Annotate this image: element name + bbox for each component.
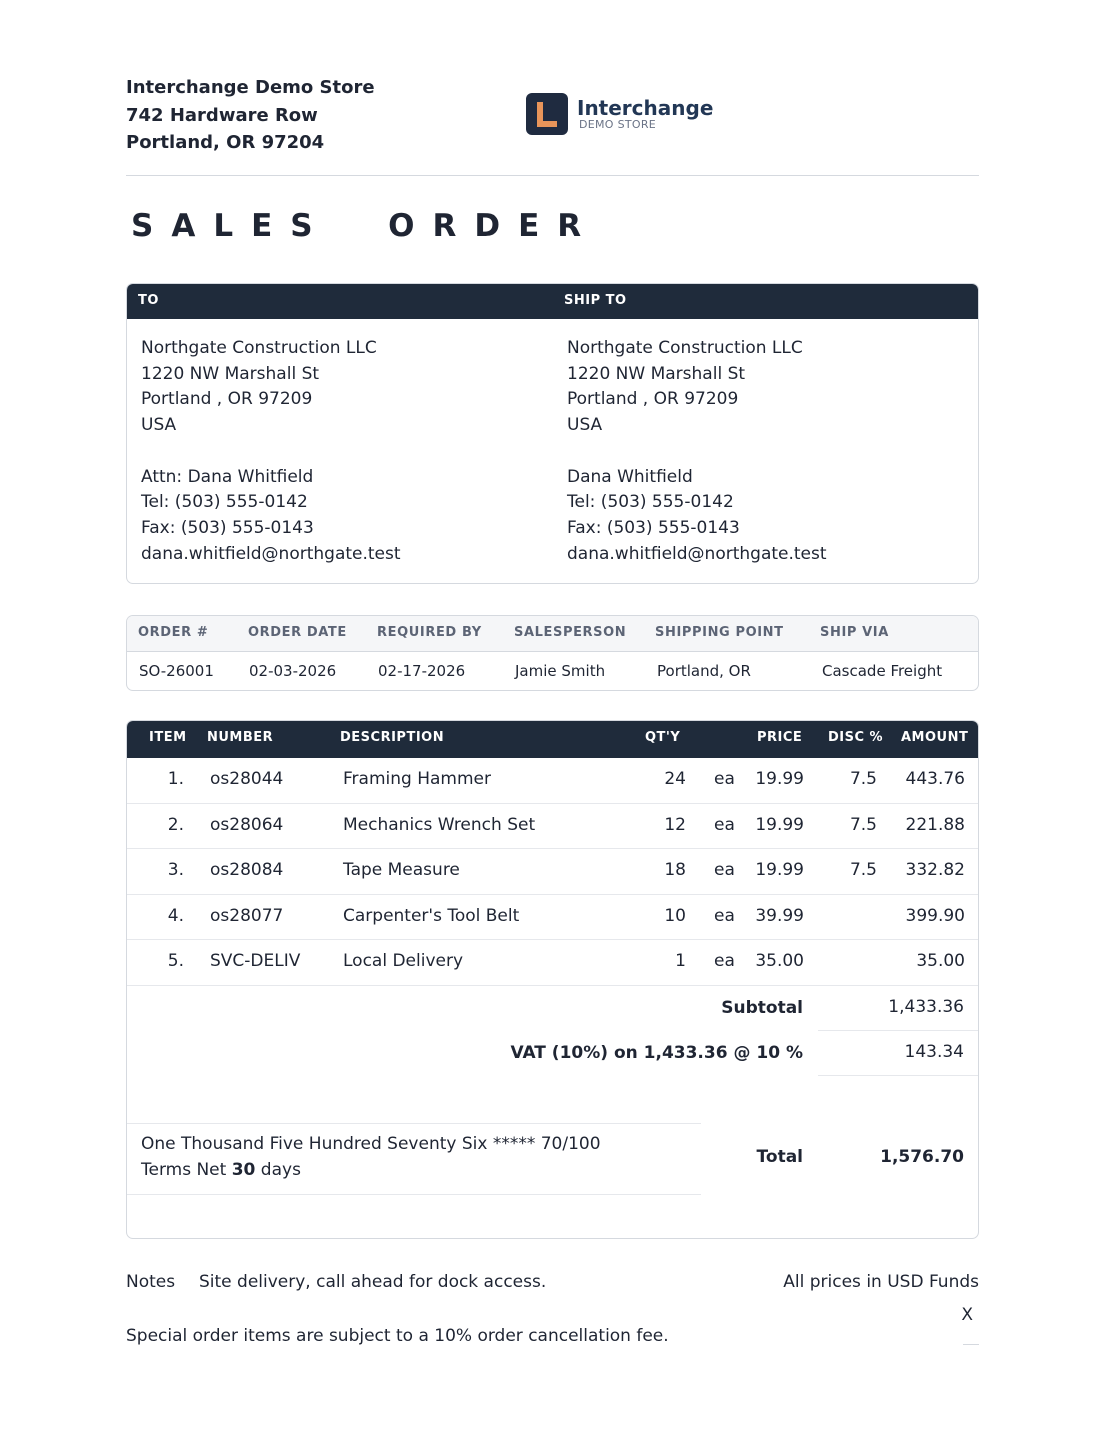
amount-in-words [127, 1123, 701, 1195]
shipping-point: Portland, OR [657, 662, 751, 680]
table-row [127, 758, 978, 804]
subtotal-value: 1,433.36 [888, 996, 964, 1017]
item-price: 19.99 [755, 814, 804, 835]
order-number-header: ORDER # [138, 625, 209, 640]
item-number: os28044 [210, 769, 284, 789]
to-label: TO [138, 293, 159, 308]
ship-email: dana.whitfield@northgate.test [567, 543, 827, 564]
to-email: dana.whitfield@northgate.test [141, 543, 401, 564]
salesperson: Jamie Smith [515, 662, 606, 680]
ship-contact: Dana Whitfield [567, 466, 693, 487]
subtotal-label: Subtotal [721, 997, 803, 1018]
ship-to-address [567, 336, 827, 567]
ship-tel: Tel: (503) 555-0142 [567, 492, 734, 513]
ship-via-header: SHIP VIA [820, 625, 889, 640]
shipping-point-header: SHIPPING POINT [655, 625, 784, 640]
store-name: Interchange Demo Store [126, 77, 375, 98]
item-unit: ea [714, 860, 735, 881]
item-description: Framing Hammer [343, 769, 491, 789]
cancellation-policy: Special order items are subject to a 10% order cancellation fee. [126, 1326, 669, 1346]
ship-street: 1220 NW Marshall St [567, 363, 746, 384]
item-index: 2. [167, 814, 184, 835]
number-header: NUMBER [207, 730, 274, 745]
item-description: Carpenter's Tool Belt [343, 905, 520, 926]
item-number: os28084 [210, 860, 284, 881]
vat-label: VAT (10%) on 1,433.36 @ 10 % [510, 1042, 803, 1063]
item-disc: 7.5 [849, 814, 877, 835]
item-amount: 35.00 [916, 951, 965, 972]
table-row [127, 849, 978, 895]
bill-to-address [141, 336, 401, 567]
item-number: os28064 [210, 814, 284, 835]
order-date-header: ORDER DATE [248, 625, 347, 640]
item-description: Mechanics Wrench Set [343, 814, 536, 835]
to-contact: Attn: Dana Whitfield [141, 466, 314, 487]
item-amount: 221.88 [905, 814, 965, 835]
payment-terms: Terms Net 30 days [141, 1160, 301, 1180]
store-logo [526, 93, 713, 135]
amount-words-text: One Thousand Five Hundred Seventy Six ***** 70/100 [141, 1134, 601, 1154]
amount-header: AMOUNT [901, 730, 969, 745]
document-title: SALES ORDER [131, 208, 600, 244]
to-street: 1220 NW Marshall St [141, 363, 320, 384]
address-header [127, 284, 978, 319]
total-label: Total [756, 1147, 803, 1167]
order-info-box [126, 615, 979, 691]
line-items-body [127, 758, 978, 986]
logo-name: Interchange [577, 96, 714, 120]
item-price: 35.00 [755, 951, 804, 972]
terms-days: 30 [231, 1160, 256, 1180]
item-header: ITEM [149, 730, 187, 745]
item-qty: 10 [664, 905, 686, 926]
to-city: Portland , OR 97209 [141, 389, 313, 410]
qty-header: QT'Y [645, 730, 681, 745]
to-company: Northgate Construction LLC [141, 338, 377, 358]
logo-subtitle: DEMO STORE [579, 118, 657, 131]
required-by-header: REQUIRED BY [377, 625, 482, 640]
item-price: 39.99 [755, 905, 804, 926]
table-row [127, 804, 978, 850]
item-amount: 332.82 [905, 860, 965, 881]
item-disc: 7.5 [849, 769, 877, 789]
item-qty: 12 [664, 814, 686, 835]
signature-mark: X [961, 1305, 973, 1325]
to-tel: Tel: (503) 555-0142 [141, 492, 308, 513]
item-index: 3. [167, 860, 184, 881]
item-price: 19.99 [755, 769, 804, 789]
store-address [126, 74, 375, 157]
item-unit: ea [714, 905, 735, 926]
item-description: Local Delivery [343, 951, 464, 972]
ship-city: Portland , OR 97209 [567, 389, 739, 410]
header-divider [126, 175, 979, 176]
item-index: 5. [167, 951, 184, 972]
vat-value: 143.34 [904, 1041, 964, 1062]
required-by: 02-17-2026 [378, 662, 466, 680]
disc-header: DISC % [828, 730, 884, 745]
store-city: Portland, OR 97204 [126, 132, 325, 153]
notes-text: Site delivery, call ahead for dock access. [199, 1272, 547, 1292]
table-row [127, 895, 978, 941]
order-number: SO-26001 [139, 662, 214, 680]
salesperson-header: SALESPERSON [514, 625, 627, 640]
to-fax: Fax: (503) 555-0143 [141, 517, 314, 538]
order-date: 02-03-2026 [249, 662, 337, 680]
item-price: 19.99 [755, 860, 804, 881]
vat-row [127, 1031, 978, 1076]
item-disc: 7.5 [849, 860, 877, 881]
L-letter-icon [526, 93, 568, 135]
ship-country: USA [567, 415, 603, 436]
item-unit: ea [714, 769, 735, 789]
signature-line [963, 1344, 979, 1345]
store-street: 742 Hardware Row [126, 104, 318, 126]
item-description: Tape Measure [343, 860, 460, 881]
ship-company: Northgate Construction LLC [567, 338, 803, 358]
item-number: os28077 [210, 905, 284, 926]
description-header: DESCRIPTION [340, 730, 445, 745]
to-country: USA [141, 415, 177, 436]
sales-order-page [126, 0, 979, 1452]
order-info-header [127, 616, 978, 652]
price-header: PRICE [757, 730, 803, 745]
item-index: 4. [167, 905, 184, 926]
item-qty: 18 [664, 860, 686, 881]
item-unit: ea [714, 951, 735, 972]
line-items-header [127, 721, 978, 758]
item-amount: 399.90 [905, 905, 965, 926]
item-number: SVC-DELIV [210, 951, 301, 972]
line-items-table [126, 720, 979, 1239]
currency-note: All prices in USD Funds [783, 1272, 979, 1292]
item-unit: ea [714, 814, 735, 835]
notes-label: Notes [126, 1272, 176, 1292]
address-box [126, 283, 979, 584]
ship-to-label: SHIP TO [564, 293, 627, 308]
order-info-row [127, 652, 978, 691]
ship-via: Cascade Freight [822, 662, 943, 680]
table-row [127, 940, 978, 986]
item-amount: 443.76 [905, 769, 965, 789]
total-value: 1,576.70 [880, 1147, 964, 1167]
item-qty: 1 [675, 951, 686, 972]
subtotal-row [127, 986, 978, 1031]
ship-fax: Fax: (503) 555-0143 [567, 517, 740, 538]
item-index: 1. [167, 769, 184, 789]
item-qty: 24 [664, 769, 686, 789]
